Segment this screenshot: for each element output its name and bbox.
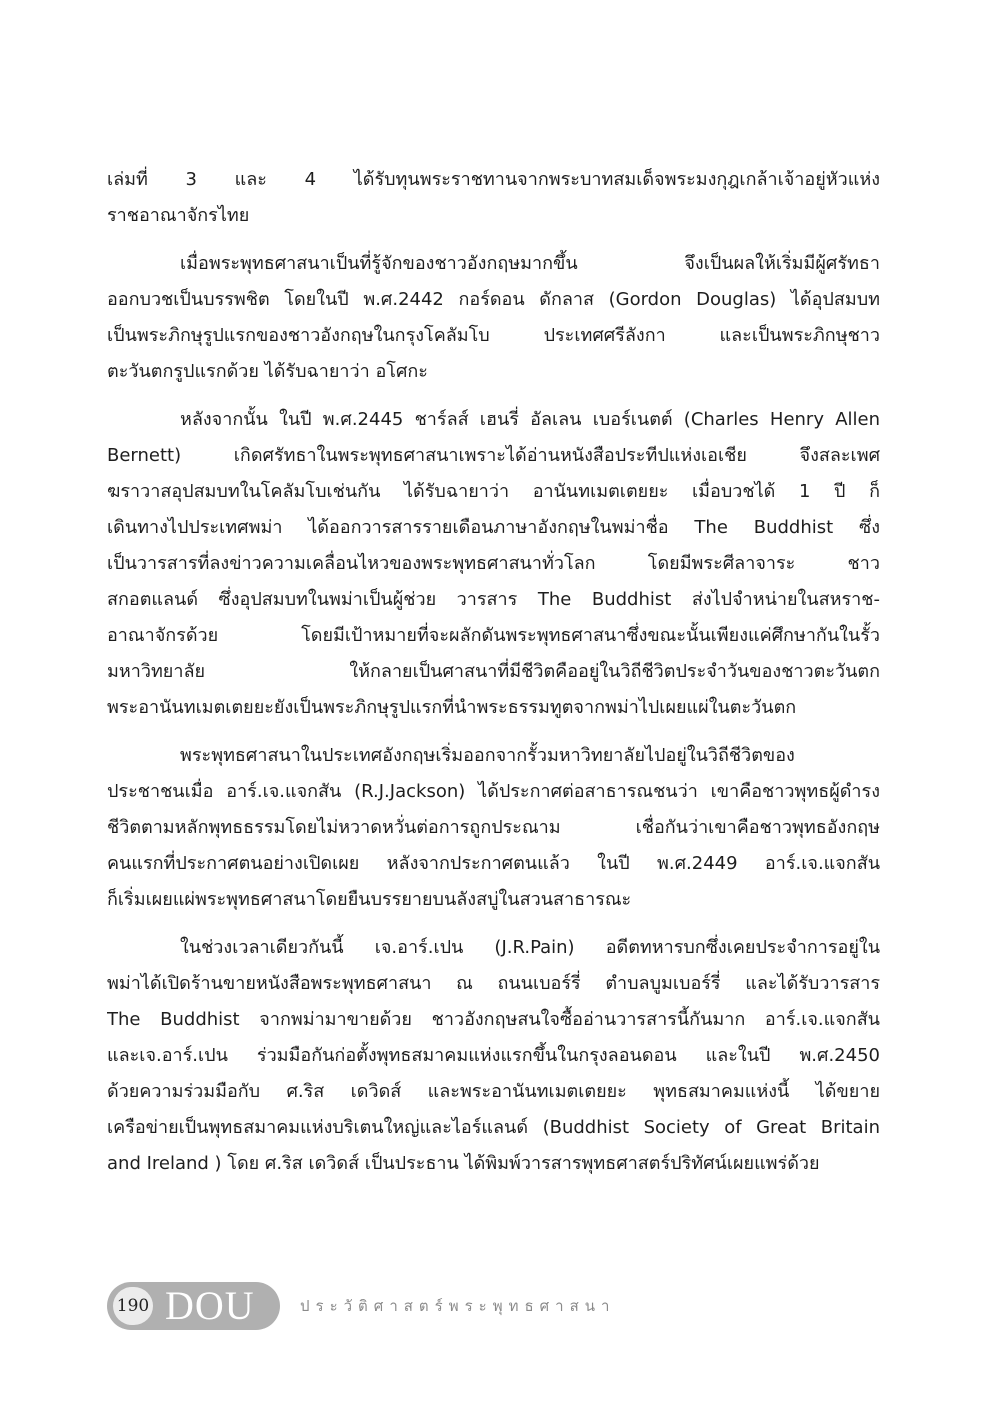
paragraph	[107, 738, 880, 918]
text-line: ออกบวชเป็นบรรพชิต โดยในปี พ.ศ.2442 กอร์ดอน ดักลาส (Gordon Douglas) ได้อุปสมบท	[107, 289, 880, 310]
text-line: พระอานันทเมตเตยยะยังเป็นพระภิกษุรูปแรกที่นำพระธรรมทูตจากพม่าไปเผยแผ่ในตะวันตก	[107, 697, 797, 718]
running-footer-title: ประวัติศาสตร์พระพุทธศาสนา	[300, 1297, 616, 1315]
text-line: ประชาชนเมื่อ อาร์.เจ.แจกสัน (R.J.Jackson) ได้ประกาศต่อสาธารณชนว่า เขาคือชาวพุทธผู้ดำรง	[107, 781, 880, 802]
text-line: พม่าได้เปิดร้านขายหนังสือพระพุทธศาสนา ณ ถนนเบอร์รี่ ตำบลบูมเบอร์รี่ และได้รับวารสาร	[107, 973, 880, 994]
paragraph	[107, 162, 880, 234]
text-line: เมื่อพระพุทธศาสนาเป็นที่รู้จักของชาวอังกฤษมากขึ้น จึงเป็นผลให้เริ่มมีผู้ศรัทธา	[180, 253, 880, 274]
text-line: ด้วยความร่วมมือกับ ศ.ริส เดวิดส์ และพระอานันทเมตเตยยะ พุทธสมาคมแห่งนี้ ได้ขยาย	[107, 1081, 880, 1102]
body-text	[107, 162, 880, 1182]
text-line: พระพุทธศาสนาในประเทศอังกฤษเริ่มออกจากรั้วมหาวิทยาลัยไปอยู่ในวิถีชีวิตของ	[180, 745, 795, 766]
paragraph	[107, 246, 880, 390]
text-line: เดินทางไปประเทศพม่า ได้ออกวารสารรายเดือนภาษาอังกฤษในพม่าชื่อ The Buddhist ซึ่ง	[107, 517, 880, 538]
text-line: The Buddhist จากพม่ามาขายด้วย ชาวอังกฤษสนใจซื้ออ่านวารสารนี้กันมาก อาร์.เจ.แจกสัน	[107, 1009, 880, 1030]
text-line: ชีวิตตามหลักพุทธธรรมโดยไม่หวาดหวั่นต่อการถูกประณาม เชื่อกันว่าเขาคือชาวพุทธอังกฤษ	[107, 817, 880, 838]
text-line: เป็นวารสารที่ลงข่าวความเคลื่อนไหวของพระพุทธศาสนาทั่วโลก โดยมีพระศีลาจาระ ชาว	[107, 553, 880, 574]
paragraph	[107, 402, 880, 726]
text-line: สกอตแลนด์ ซึ่งอุปสมบทในพม่าเป็นผู้ช่วย วารสาร The Buddhist ส่งไปจำหน่ายในสหราช-	[107, 589, 880, 610]
paragraph	[107, 930, 880, 1182]
footer-badge	[107, 1282, 280, 1330]
text-line: ตะวันตกรูปแรกด้วย ได้รับฉายาว่า อโศกะ	[107, 361, 428, 382]
text-line: ก็เริ่มเผยแผ่พระพุทธศาสนาโดยยืนบรรยายบนลังสบู่ในสวนสาธารณะ	[107, 889, 632, 910]
text-line: and Ireland ) โดย ศ.ริส เดวิดส์ เป็นประธาน ได้พิมพ์วารสารพุทธศาสตร์ปริทัศน์เผยแพร่ด้วย	[107, 1153, 820, 1174]
text-line: เป็นพระภิกษุรูปแรกของชาวอังกฤษในกรุงโคลัมโบ ประเทศศรีลังกา และเป็นพระภิกษุชาว	[107, 325, 880, 346]
text-line: เครือข่ายเป็นพุทธสมาคมแห่งบริเตนใหญ่และไอร์แลนด์ (Buddhist Society of Great Britain	[107, 1117, 880, 1138]
text-line: ราชอาณาจักรไทย	[107, 205, 250, 226]
text-line: เล่มที่ 3 และ 4 ได้รับทุนพระราชทานจากพระบาทสมเด็จพระมงกุฎเกล้าเจ้าอยู่หัวแห่ง	[107, 169, 880, 190]
text-line: ในช่วงเวลาเดียวกันนี้ เจ.อาร์.เปน (J.R.Pain) อดีตทหารบกซึ่งเคยประจำการอยู่ใน	[180, 937, 880, 958]
text-line: อาณาจักรด้วย โดยมีเป้าหมายที่จะผลักดันพระพุทธศาสนาซึ่งขณะนั้นเพียงแค่ศึกษากันในรั้ว	[107, 625, 880, 646]
text-line: และเจ.อาร์.เปน ร่วมมือกันก่อตั้งพุทธสมาคมแห่งแรกขึ้นในกรุงลอนดอน และในปี พ.ศ.2450	[107, 1045, 880, 1066]
text-line: หลังจากนั้น ในปี พ.ศ.2445 ชาร์ลส์ เฮนรี่ อัลเลน เบอร์เนตต์ (Charles Henry Allen	[180, 409, 880, 430]
text-line: ฆราวาสอุปสมบทในโคลัมโบเช่นกัน ได้รับฉายาว่า อานันทเมตเตยยะ เมื่อบวชได้ 1 ปี ก็	[107, 481, 880, 502]
text-line: มหาวิทยาลัย ให้กลายเป็นศาสนาที่มีชีวิตคืออยู่ในวิถีชีวิตประจำวันของชาวตะวันตก	[107, 661, 880, 682]
brand-logo: DOU	[165, 1283, 255, 1328]
text-line: Bernett) เกิดศรัทธาในพระพุทธศาสนาเพราะได้อ่านหนังสือประทีปแห่งเอเชีย จึงสละเพศ	[107, 445, 880, 466]
page-number: 190	[113, 1287, 153, 1325]
text-line: คนแรกที่ประกาศตนอย่างเปิดเผย หลังจากประกาศตนแล้ว ในปี พ.ศ.2449 อาร์.เจ.แจกสัน	[107, 853, 880, 874]
